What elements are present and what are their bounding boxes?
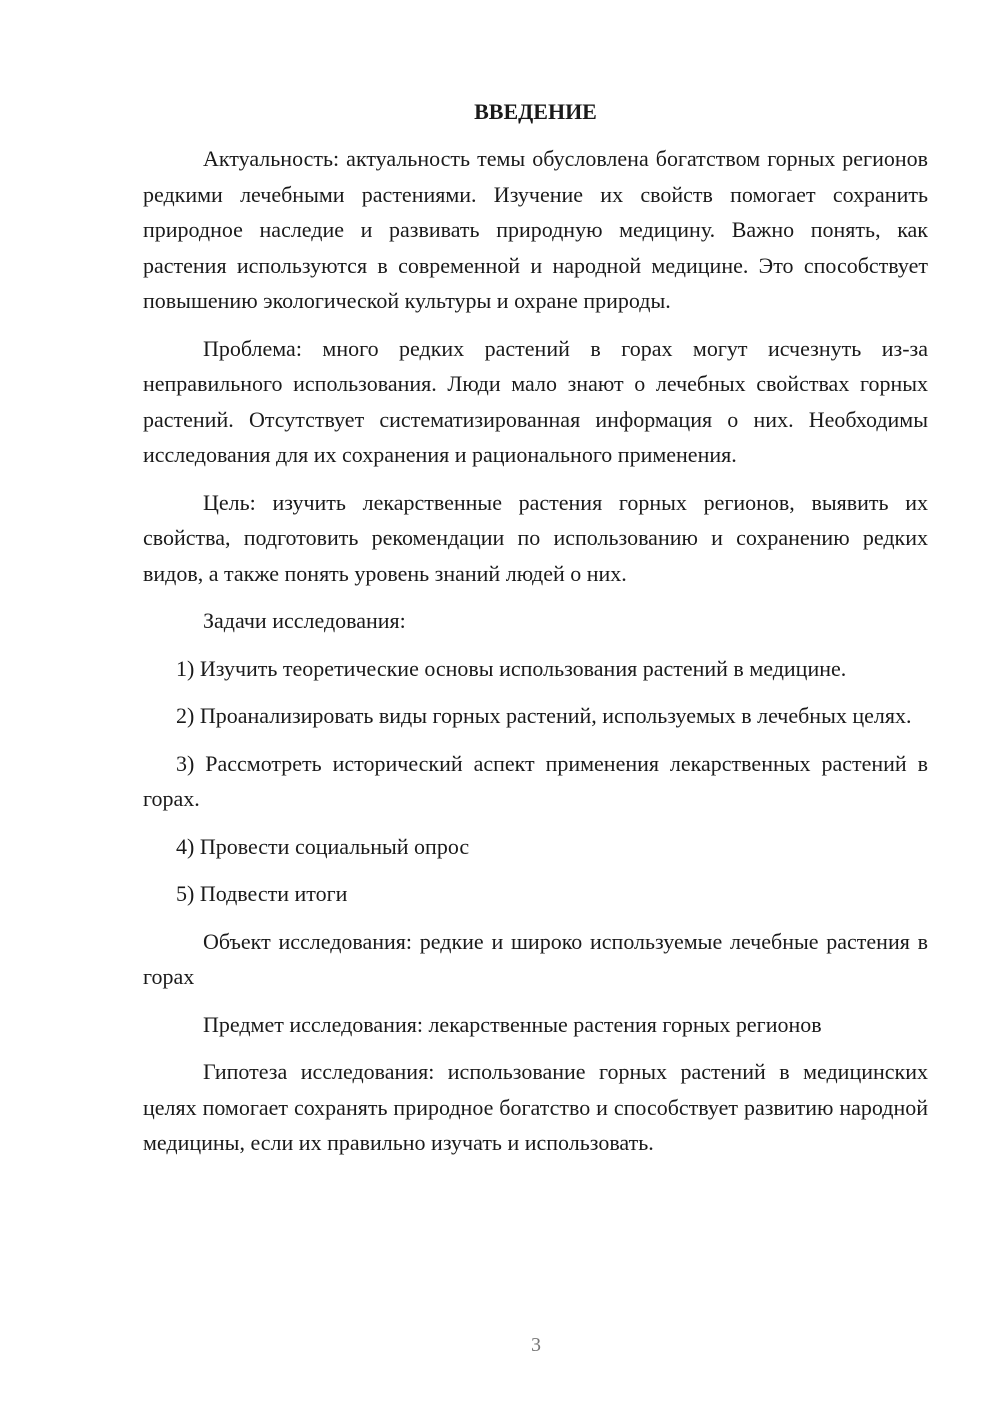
paragraph-problem: Проблема: много редких растений в горах могут исчезнуть из-за неправильного использования. Люди мало знают о лечебных свойствах горных растений. Отсутствует систематизированная информация о них. Необходимы исследования для их сохранения и рационального применения. [143,335,928,467]
task-item-5: 5) Подвести итоги [176,881,348,906]
paragraph-goal: Цель: изучить лекарственные растения горных регионов, выявить их свойства, подготовить рекомендации по использованию и сохранению редких видов, а также понять уровень знаний людей о них. [143,489,928,586]
paragraph-hypothesis: Гипотеза исследования: использование горных растений в медицинских целях помогает сохранять природное богатство и способствует развитию народной медицины, если их правильно изучать и использовать. [143,1059,928,1155]
page-number: 3 [531,1334,541,1356]
task-item-1: 1) Изучить теоретические основы использования растений в медицине. [176,655,847,681]
section-title: ВВЕДЕНИЕ [474,99,597,124]
paragraph-object: Объект исследования: редкие и широко используемые лечебные растения в горах [143,928,928,989]
task-item-4: 4) Провести социальный опрос [176,833,470,859]
task-item-2: 2) Проанализировать виды горных растений, используемых в лечебных целях. [176,703,912,728]
paragraph-relevance: Актуальность: актуальность темы обусловлена богатством горных регионов редкими лечебными растениями. Изучение их свойств помогает сохранить природное наследие и развивать природную медицину. Важно понять, как растения используются в современной и народной медицине. Это способствует повышению экологической культуры и охране природы. [143,146,928,313]
task-item-3: 3) Рассмотреть исторический аспект применения лекарственных растений в горах. [143,750,928,811]
paragraph-subject: Предмет исследования: лекарственные растения горных регионов [203,1011,822,1037]
document-body [143,141,928,1173]
paragraph-tasks-heading: Задачи исследования: [203,608,406,633]
